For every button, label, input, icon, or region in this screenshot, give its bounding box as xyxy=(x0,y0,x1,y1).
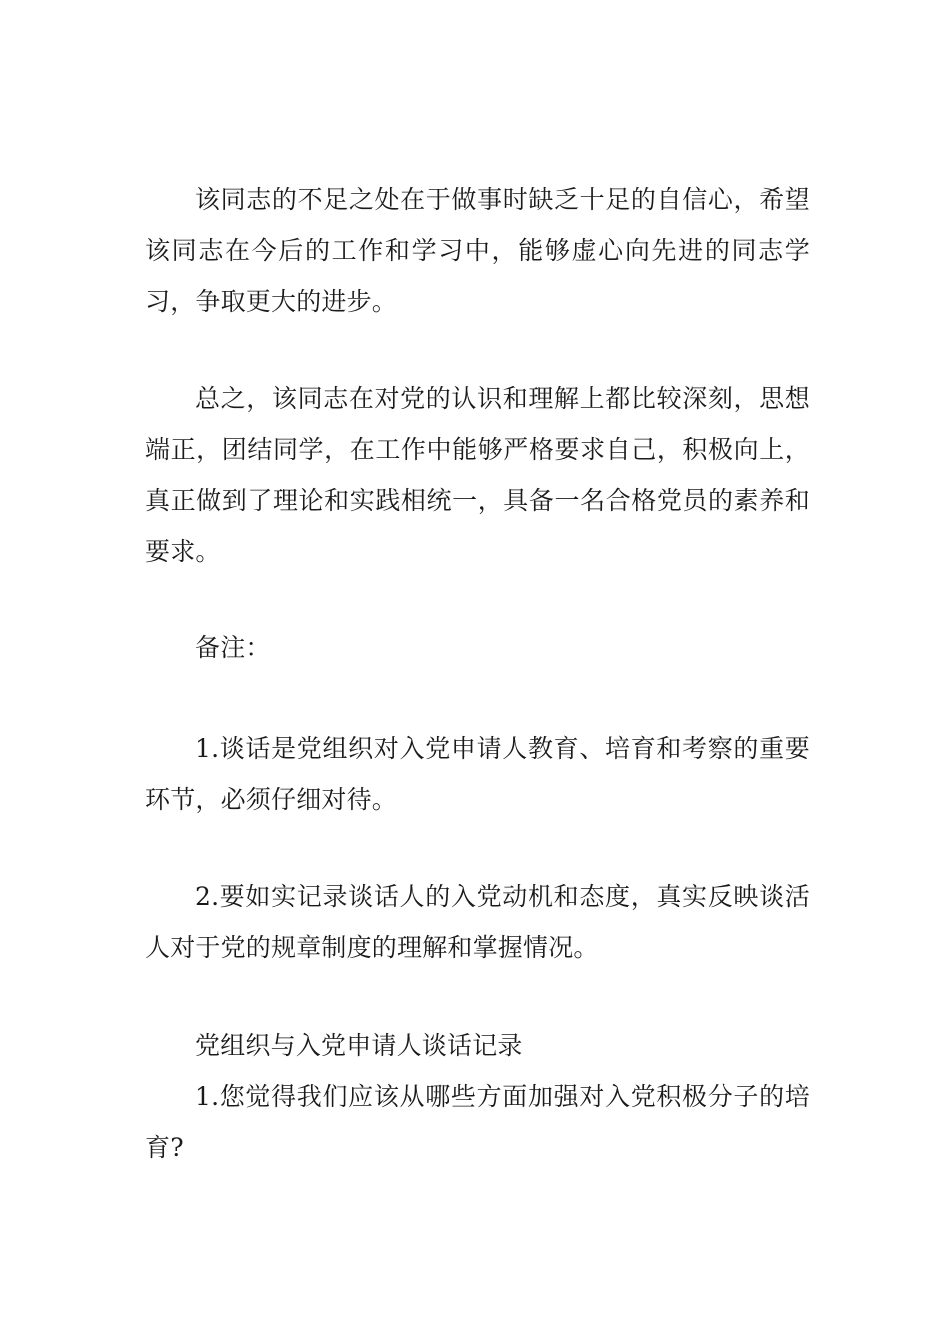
paragraph-notes-heading: 备注： xyxy=(195,633,271,662)
paragraph-summary: 总之，该同志在对党的认识和理解上都比较深刻，思想端正，团结同学，在工作中能够严格要求自己，积极向上，真正做到了理论和实践相统一，具备一名合格党员的素养和要求。 xyxy=(145,384,810,566)
paragraph-shortcomings: 该同志的不足之处在于做事时缺乏十足的自信心，希望该同志在今后的工作和学习中，能够虚心向先进的同志学习，争取更大的进步。 xyxy=(145,185,810,316)
paragraph-note-2: 2.要如实记录谈话人的入党动机和态度，真实反映谈活人对于党的规章制度的理解和掌握情况。 xyxy=(145,882,810,962)
paragraph-question-1: 1.您觉得我们应该从哪些方面加强对入党积极分子的培育? xyxy=(145,1082,810,1162)
paragraph-note-1: 1.谈话是党组织对入党申请人教育、培育和考察的重要环节，必须仔细对待。 xyxy=(145,734,810,814)
section-title: 党组织与入党申请人谈话记录 xyxy=(195,1031,523,1060)
